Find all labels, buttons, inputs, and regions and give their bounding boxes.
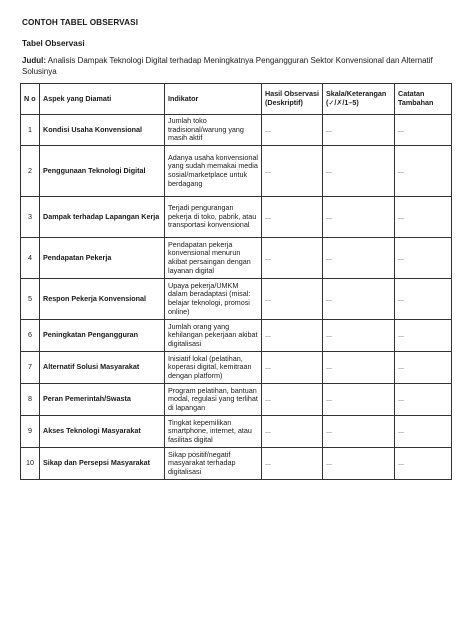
row-indikator: Jumlah toko tradisional/warung yang masih aktif xyxy=(165,115,262,146)
row-indikator: Jumlah orang yang kehilangan pekerjaan akibat digitalisasi xyxy=(165,320,262,352)
row-indikator: Sikap positif/negatif masyarakat terhadap digitalisasi xyxy=(165,448,262,480)
header-hasil: Hasil Observasi (Deskriptif) xyxy=(262,84,323,115)
row-hasil: ... xyxy=(262,352,323,384)
document-subtitle: Tabel Observasi xyxy=(22,39,85,48)
row-catatan: ... xyxy=(395,146,452,197)
row-hasil: ... xyxy=(262,416,323,448)
row-hasil: ... xyxy=(262,448,323,480)
table-row xyxy=(21,384,452,416)
row-aspek: Pendapatan Pekerja xyxy=(40,238,165,279)
row-number: 9 xyxy=(21,416,40,448)
row-skala: ... xyxy=(323,279,395,320)
row-number: 6 xyxy=(21,320,40,352)
header-skala: Skala/Keterangan (✓/✗/1–5) xyxy=(323,84,395,115)
judul-text: Analisis Dampak Teknologi Digital terhadap Meningkatnya Pengangguran Sektor Konvensional dan Alternatif Solusinya xyxy=(22,56,433,76)
row-hasil: ... xyxy=(262,146,323,197)
row-catatan: ... xyxy=(395,115,452,146)
header-indikator: Indikator xyxy=(165,84,262,115)
row-number: 7 xyxy=(21,352,40,384)
table-row xyxy=(21,197,452,238)
table-row xyxy=(21,448,452,480)
row-number: 5 xyxy=(21,279,40,320)
table-row xyxy=(21,146,452,197)
row-skala: ... xyxy=(323,384,395,416)
row-aspek: Sikap dan Persepsi Masyarakat xyxy=(40,448,165,480)
row-indikator: Program pelatihan, bantuan modal, regulasi yang terlihat di lapangan xyxy=(165,384,262,416)
row-aspek: Dampak terhadap Lapangan Kerja xyxy=(40,197,165,238)
header-catatan: Catatan Tambahan xyxy=(395,84,452,115)
row-indikator: Adanya usaha konvensional yang sudah memakai media sosial/marketplace untuk berdagang xyxy=(165,146,262,197)
row-hasil: ... xyxy=(262,320,323,352)
row-skala: ... xyxy=(323,320,395,352)
document-title: CONTOH TABEL OBSERVASI xyxy=(22,18,139,27)
row-catatan: ... xyxy=(395,197,452,238)
row-aspek: Respon Pekerja Konvensional xyxy=(40,279,165,320)
table-row xyxy=(21,416,452,448)
row-number: 1 xyxy=(21,115,40,146)
row-catatan: ... xyxy=(395,448,452,480)
row-hasil: ... xyxy=(262,384,323,416)
row-hasil: ... xyxy=(262,238,323,279)
row-hasil: ... xyxy=(262,197,323,238)
row-catatan: ... xyxy=(395,352,452,384)
judul-paragraph xyxy=(22,56,442,77)
row-indikator: Terjadi pengurangan pekerja di toko, pabrik, atau transportasi konvensional xyxy=(165,197,262,238)
judul-label: Judul: xyxy=(22,56,46,65)
row-aspek: Alternatif Solusi Masyarakat xyxy=(40,352,165,384)
row-skala: ... xyxy=(323,197,395,238)
row-catatan: ... xyxy=(395,238,452,279)
row-aspek: Peningkatan Pengangguran xyxy=(40,320,165,352)
row-skala: ... xyxy=(323,115,395,146)
row-skala: ... xyxy=(323,416,395,448)
table-row xyxy=(21,238,452,279)
table-row xyxy=(21,320,452,352)
header-no: N o xyxy=(21,84,40,115)
row-catatan: ... xyxy=(395,384,452,416)
row-indikator: Pendapatan pekerja konvensional menurun akibat persaingan dengan layanan digital xyxy=(165,238,262,279)
row-indikator: Upaya pekerja/UMKM dalam beradaptasi (misal: belajar teknologi, promosi online) xyxy=(165,279,262,320)
header-aspek: Aspek yang Diamati xyxy=(40,84,165,115)
row-hasil: ... xyxy=(262,115,323,146)
row-catatan: ... xyxy=(395,320,452,352)
row-number: 10 xyxy=(21,448,40,480)
row-skala: ... xyxy=(323,238,395,279)
table-row xyxy=(21,352,452,384)
row-indikator: Inisiatif lokal (pelatihan, koperasi digital, kemitraan dengan platform) xyxy=(165,352,262,384)
row-skala: ... xyxy=(323,352,395,384)
table-row xyxy=(21,279,452,320)
row-number: 3 xyxy=(21,197,40,238)
table-row xyxy=(21,115,452,146)
row-number: 8 xyxy=(21,384,40,416)
row-number: 2 xyxy=(21,146,40,197)
table-header-row xyxy=(21,84,452,115)
row-catatan: ... xyxy=(395,416,452,448)
row-aspek: Peran Pemerintah/Swasta xyxy=(40,384,165,416)
row-skala: ... xyxy=(323,146,395,197)
row-indikator: Tingkat kepemilikan smartphone, internet, atau fasilitas digital xyxy=(165,416,262,448)
row-aspek: Akses Teknologi Masyarakat xyxy=(40,416,165,448)
row-aspek: Kondisi Usaha Konvensional xyxy=(40,115,165,146)
row-number: 4 xyxy=(21,238,40,279)
row-aspek: Penggunaan Teknologi Digital xyxy=(40,146,165,197)
observation-table xyxy=(20,83,452,480)
row-skala: ... xyxy=(323,448,395,480)
row-catatan: ... xyxy=(395,279,452,320)
row-hasil: ... xyxy=(262,279,323,320)
